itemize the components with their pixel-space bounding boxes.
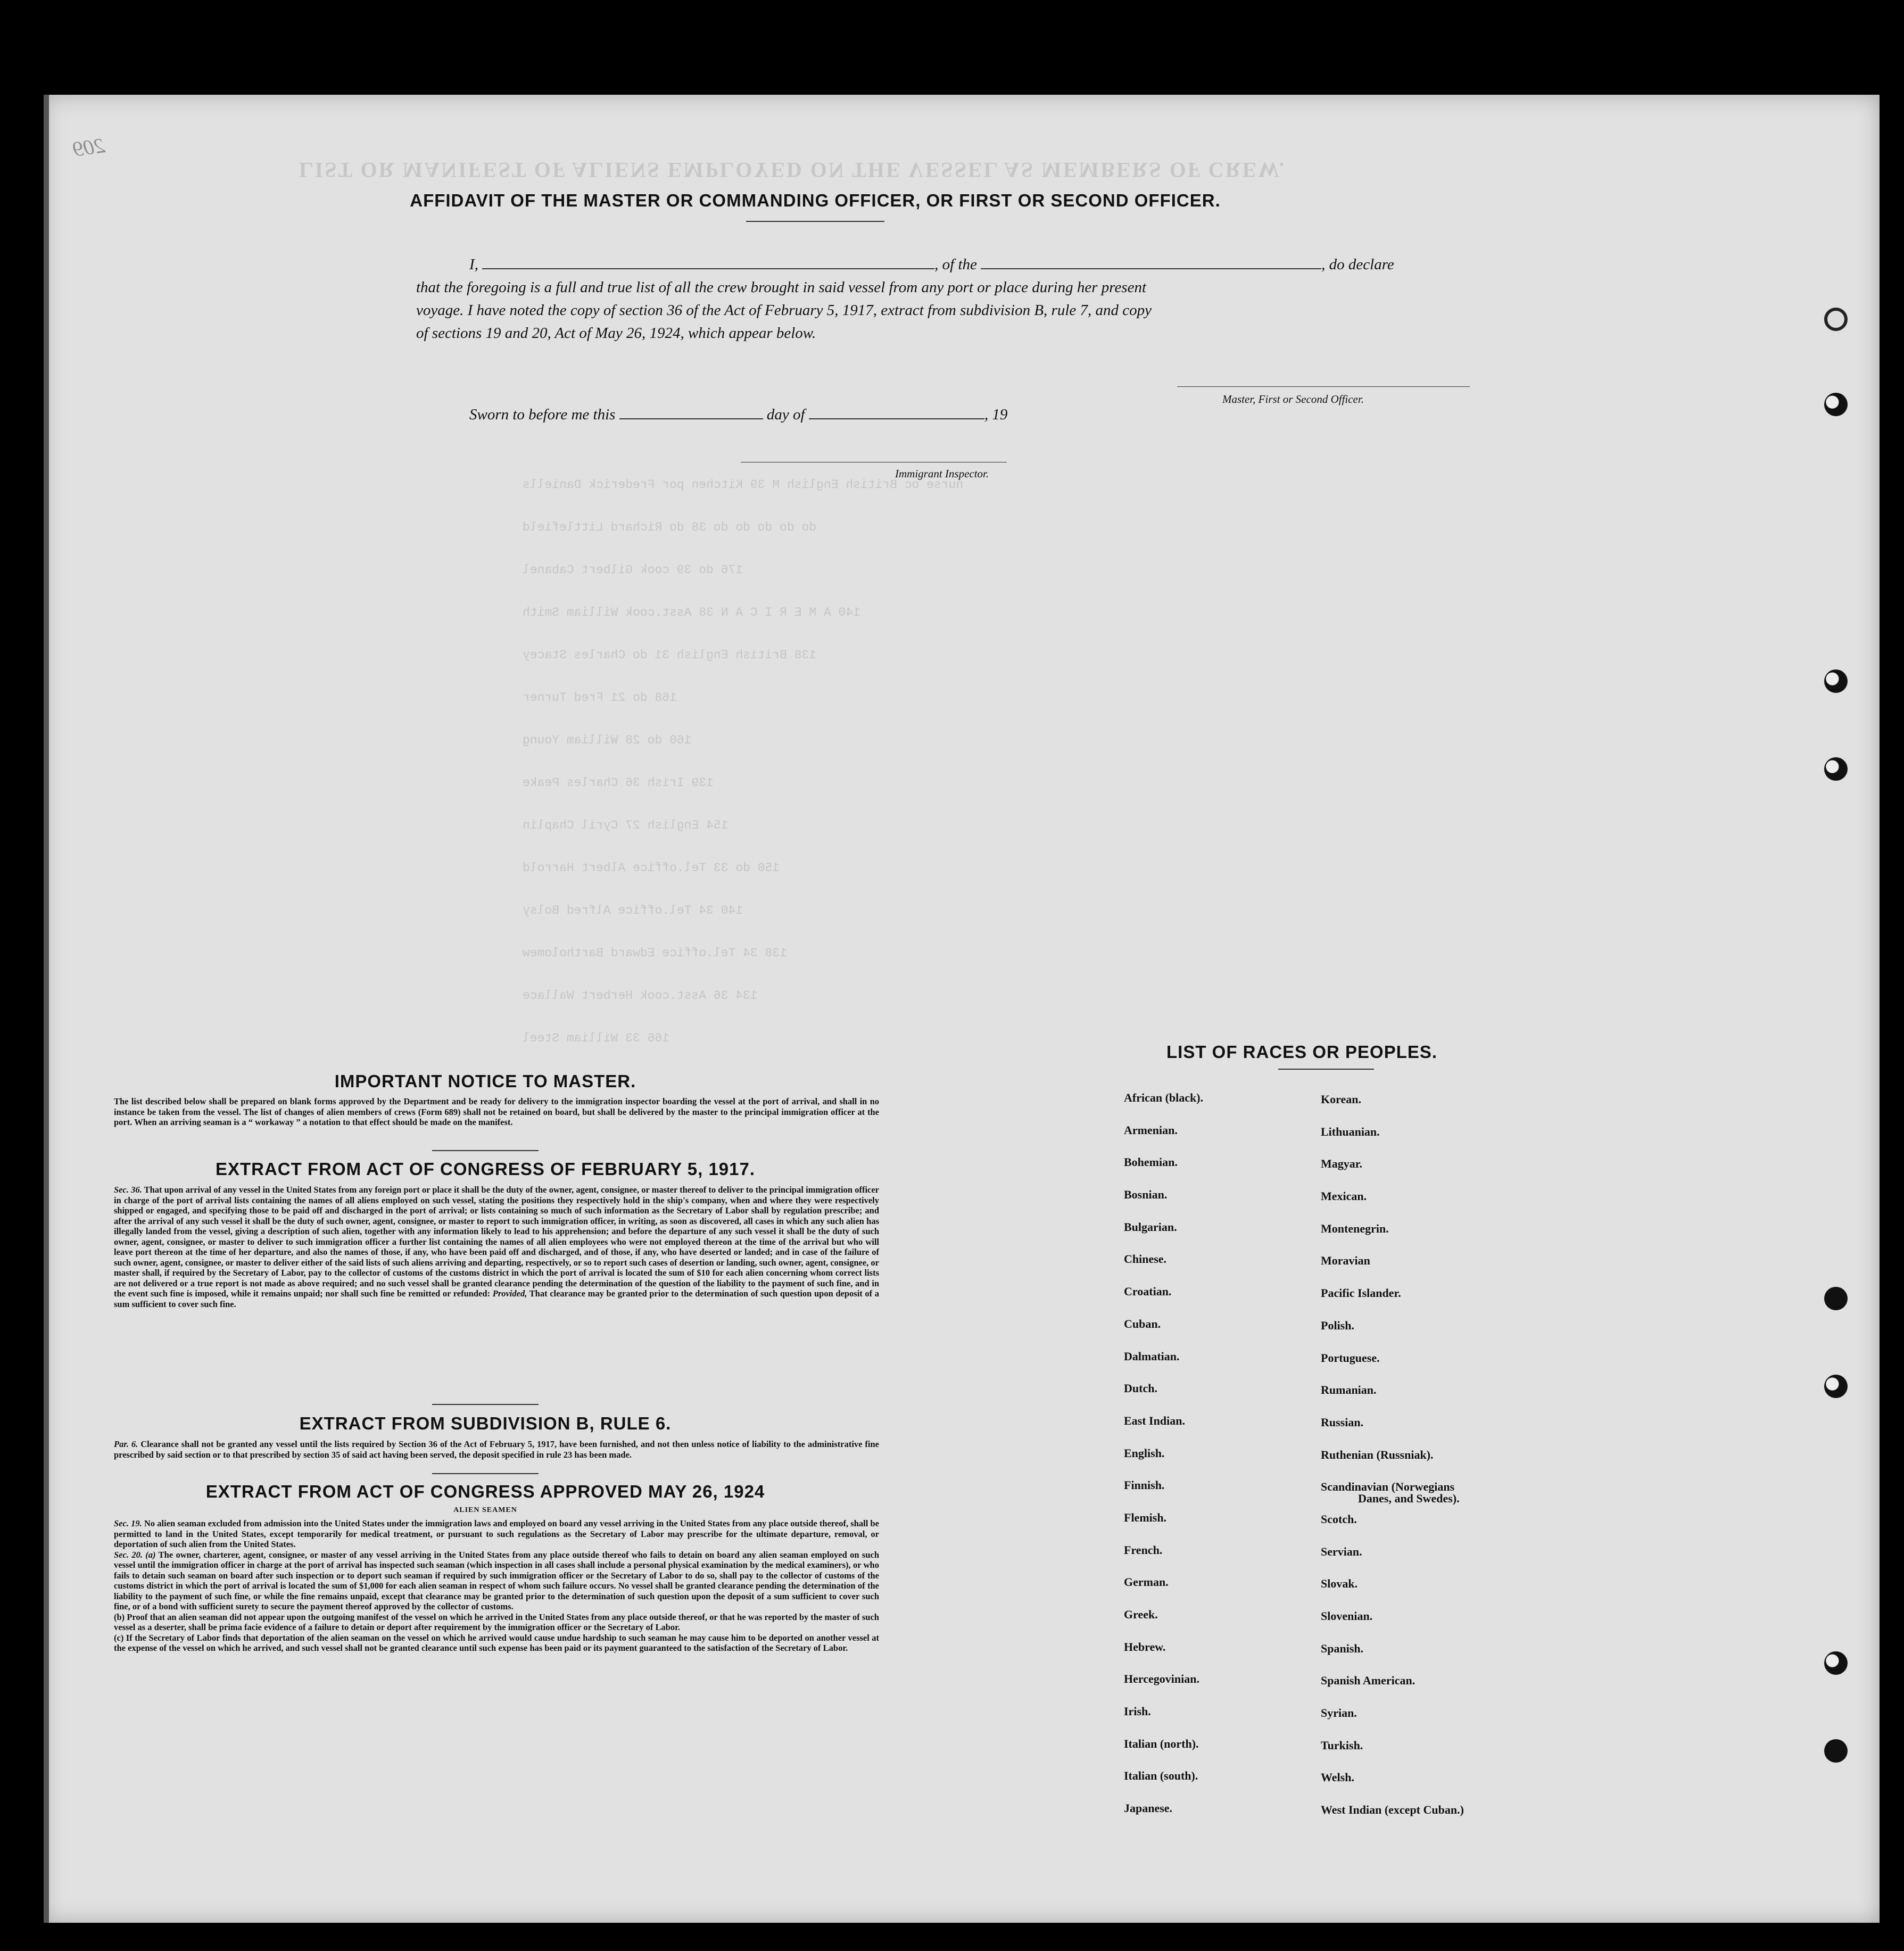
do-declare-label: , do declare (1321, 256, 1394, 273)
race-item-line: Scandinavian (Norwegians (1321, 1480, 1455, 1494)
affidavit-line-3: voyage. I have noted the copy of section 36 of the Act of February 5, 1917, extract from subdivision B, rule 7, and copy (416, 302, 1152, 319)
affidavit-title: AFFIDAVIT OF THE MASTER OR COMMANDING OFFICER, OR FIRST OR SECOND OFFICER. (410, 191, 1221, 210)
race-item: Ruthenian (Russniak). (1321, 1448, 1434, 1461)
race-item: Portuguese. (1321, 1351, 1380, 1365)
sworn-line (469, 403, 1007, 426)
bleed-through-row: do do do do do 38 do Richard Littlefield (523, 520, 817, 534)
race-item: Spanish. (1321, 1641, 1364, 1655)
race-item: Greek. (1124, 1608, 1158, 1621)
race-item: African (black). (1124, 1091, 1204, 1104)
extract-1924-title: EXTRACT FROM ACT OF CONGRESS APPROVED MAY 26, 1924 (205, 1482, 765, 1501)
race-item: Korean. (1321, 1093, 1361, 1106)
races-rule (1278, 1069, 1374, 1070)
race-item: Slovenian. (1321, 1609, 1373, 1623)
bleed-through-row: 150 do 33 Tel.office Albert Harrold (523, 861, 780, 875)
race-item: Chinese. (1124, 1252, 1167, 1266)
sworn-label: Sworn to before me this (469, 406, 616, 423)
punch-hole (1824, 1651, 1848, 1675)
sec19-text: No alien seaman excluded from admission into the United States under the immigration laws and employed on board any vessel arriving in the United States from any place outside thereof, shall be permitted to land in the United States, except temporarily for medical treatment, or pursuant to such regulations as the Secretary of Labor may prescribe for the ultimate departure, removal, or deportation of such alien from the United States. (114, 1518, 879, 1549)
bleed-through-row: 168 do 21 Fred Turner (523, 691, 677, 705)
race-item: Polish. (1321, 1318, 1354, 1332)
bleed-through-row: 154 English 27 Cyril Chaplin (523, 819, 729, 832)
par6-label: Par. 6. (114, 1439, 138, 1449)
affidavit-line-2: that the foregoing is a full and true list of all the crew brought in said vessel from any port or place during her present (416, 279, 1147, 296)
sec19-label: Sec. 19. (114, 1518, 142, 1528)
margin-page-number: 209 (71, 133, 106, 161)
master-signature-line[interactable] (1177, 386, 1470, 387)
race-item: Bosnian. (1124, 1188, 1168, 1202)
sec20c-text: (c) If the Secretary of Labor finds that deportation of the alien seaman on the vessel on which he arrived would cause undue hardship to such seaman he may cause him to be deported on another vessel at the expense of the vessel on which he arrived, and such vessel shall not be granted clearance until such expense has been paid or its payment guaranteed to the satisfaction of the Secretary of Labor. (114, 1632, 879, 1653)
punch-hole (1824, 308, 1848, 331)
race-item: Hebrew. (1124, 1640, 1166, 1654)
year-label: , 19 (984, 406, 1008, 423)
race-item: Slovak. (1321, 1577, 1358, 1591)
day-of-label: day of (766, 406, 805, 423)
race-item: Armenian. (1124, 1123, 1178, 1137)
notice-body (102, 1096, 879, 1128)
race-item: Montenegrin. (1321, 1221, 1389, 1235)
punch-hole (1824, 1287, 1848, 1310)
race-item: English. (1124, 1446, 1165, 1460)
punch-hole (1824, 1739, 1848, 1763)
rule6-body (102, 1439, 879, 1460)
binding-edge (44, 95, 49, 1923)
bleed-through-row: 176 do 39 cook Gilbert Cabanel (523, 563, 743, 577)
proviso-text: That clearance may be granted prior to the determination of such question upon deposit of a sum sufficient to cover such fine. (114, 1288, 880, 1309)
sworn-month-blank[interactable] (809, 416, 984, 419)
race-item: Spanish American. (1321, 1674, 1415, 1688)
race-item: Welsh. (1321, 1771, 1354, 1784)
proviso-label: Provided, (492, 1288, 527, 1299)
sec36-label: Sec. 36. (114, 1185, 142, 1195)
race-item (1321, 1480, 1576, 1512)
race-item: Russian. (1321, 1415, 1364, 1429)
race-item: Croatian. (1124, 1285, 1172, 1299)
race-item: Italian (north). (1124, 1737, 1199, 1750)
sec36-text: That upon arrival of any vessel in the United States from any foreign port or place it shall be the duty of the owner, agent, consignee, or master thereof to deliver to the principal immigration officer in charge of the port of arrival lists containing the names of all aliens employed on such vessel, stating the positions they respectively hold in the ship's company, when and where they were respectively shipped or engaged, and specifying those to be paid off and discharged in the port of arrival; or lists containing so much of such information as the Secretary of Labor shall by regulation prescribe; and after the arrival of any such vessel it shall be the duty of such owner, agent, consignee, or master to report to such immigration officer, in writing, as soon as discovered, all cases in which any such alien has illegally landed from the vessel, giving a description of such alien, together with any information likely to lead to his apprehension; and before the departure of any such vessel it shall be the duty of such owner, agent, consignee, or master to deliver to such immigration officer a further list containing the names of all alien employees who were not employed thereon at the time of the arrival but who will leave port thereon at the time of her departure, and also the names of those, if any, who have been paid off and discharged, and of those, if any, who have deserted or landed; and in case of the failure of such owner, agent, consignee, or master to deliver either of the said lists of such aliens arriving and departing, respectively, or so to report such cases of desertion or landing, such owner, agent, consignee, or master shall, if required by the Secretary of Labor, pay to the collector of customs of the customs district in which the port of arrival is located the sum of $10 for each alien concerning whom correct lists are not delivered or a true report is not made as above required; and no such vessel shall be granted clearance pending the determination of the question of the liability to the payment of such fine, and in the event such fine is imposed, while it remains unpaid; nor shall such fine be remitted or refunded: (114, 1185, 879, 1299)
sec20b-text: (b) Proof that an alien seaman did not appear upon the outgoing manifest of the vessel on which he arrived in the United States from any place outside thereof, or that he was reported by the master of such vessel as a deserter, shall be prima facie evidence of a failure to detain or deport after requirement by the immigration officer or the Secretary of Labor. (114, 1611, 879, 1632)
extract-1924-body (102, 1518, 879, 1654)
rule6-title: EXTRACT FROM SUBDIVISION B, RULE 6. (299, 1413, 672, 1433)
sec20-label: Sec. 20. (a) (114, 1549, 156, 1560)
alien-seamen-subtitle: ALIEN SEAMEN (453, 1506, 517, 1514)
of-the-label: , of the (934, 256, 977, 273)
i-label: I, (469, 256, 478, 273)
race-item: Syrian. (1321, 1706, 1357, 1720)
race-item: Dalmatian. (1124, 1349, 1180, 1363)
race-item: Irish. (1124, 1705, 1151, 1718)
sec20-text: The owner, charterer, agent, consignee, or master of any vessel arriving in the United States from any place outside thereof who fails to detain on board any alien seaman employed on such vessel until the immigration officer in charge at the port of arrival has inspected such seaman (which inspection in all cases shall include a personal physical examination by the medical examiners), or who fails to detain such seaman on board after such inspection or to deport such seaman if required by such immigration officer or the Secretary of Labor to do so, shall pay to the collector of customs of the customs district in which the port of arrival is located the sum of $1,000 for each alien seaman in respect of whom such failure occurs. No vessel shall be granted clearance pending the determination of the liability to the payment of such fine, or while the fine remains unpaid, except that clearance may be granted prior to the determination of such question upon the deposit of a sum sufficient to cover such fine, or of a bond with sufficient surety to secure the payment thereof approved by the collector of customs. (114, 1549, 880, 1611)
races-right-column (1321, 1093, 1576, 1836)
inspector-label: Immigrant Inspector. (895, 467, 989, 480)
race-item: Japanese. (1124, 1801, 1173, 1815)
bleed-through-row: 138 34 Tel.office Edward Bartholomew (523, 946, 787, 960)
race-item: French. (1124, 1543, 1163, 1557)
affidavit-line-1 (469, 253, 1394, 276)
race-item: Moravian (1321, 1254, 1370, 1268)
master-label: Master, First or Second Officer. (1222, 393, 1364, 406)
bleed-through-row: nurse oc British English M 39 Kitchen por Frederick Daniells (523, 478, 964, 492)
races-left-column (1124, 1091, 1337, 1834)
punch-hole (1824, 757, 1848, 781)
race-item: Bulgarian. (1124, 1220, 1177, 1234)
document-sheet (44, 95, 1880, 1923)
name-blank[interactable] (482, 266, 934, 269)
bleed-through-row: 138 British English 31 do Charles Stacey (523, 648, 817, 662)
punch-hole (1824, 1375, 1848, 1398)
race-item: Pacific Islander. (1321, 1286, 1401, 1300)
extract-1917-title: EXTRACT FROM ACT OF CONGRESS OF FEBRUARY 5, 1917. (215, 1159, 756, 1179)
bleed-through-row: 139 Irish 36 Charles Peake (523, 776, 714, 790)
sworn-day-blank[interactable] (619, 416, 763, 419)
race-item: Cuban. (1124, 1317, 1161, 1330)
par6-text: Clearance shall not be granted any vessel until the lists required by Section 36 of the Act of February 5, 1917, have been furnished, and not then unless notice of liability to the administrative fine prescribed by said section or to that prescribed by section 35 of said act having been served, the deposit specified in rule 23 has been made. (114, 1439, 880, 1460)
bleed-through-row: 140 A M E R I C A N 38 Asst.cook William Smith (523, 606, 860, 619)
race-item: Bohemian. (1124, 1155, 1178, 1169)
race-item: German. (1124, 1575, 1169, 1589)
notice-title: IMPORTANT NOTICE TO MASTER. (334, 1071, 636, 1091)
race-item: Rumanian. (1321, 1383, 1377, 1397)
bleed-through-row: 166 33 William Steel (523, 1031, 670, 1045)
notice-text: The list described below shall be prepared on blank forms approved by the Department and be ready for delivery to the immigration inspector boarding the vessel at the port of arrival, and shall in no instance be taken from the vessel. The list of changes of alien members of crews (Form 689) shall not be retained on board, but shall be delivered by the master to the principal immigration officer at the port. When an arriving seaman is a “ workaway ” a notation to that effect should be made on the manifest. (114, 1096, 879, 1127)
title-rule (746, 221, 884, 222)
punch-hole (1824, 393, 1848, 416)
bleed-through-row: 140 34 Tel.office Alfred Bolsy (523, 904, 743, 917)
race-item-continuation: Danes, and Swedes). (1358, 1492, 1460, 1506)
race-item: Turkish. (1321, 1738, 1363, 1752)
race-item: Italian (south). (1124, 1769, 1198, 1783)
race-item: West Indian (except Cuban.) (1321, 1803, 1464, 1817)
race-item: Finnish. (1124, 1478, 1165, 1492)
affidavit-line-4: of sections 19 and 20, Act of May 26, 1924, which appear below. (416, 325, 816, 342)
notice-rule (432, 1150, 539, 1151)
extract-1917-rule (432, 1404, 539, 1405)
race-item: Dutch. (1124, 1382, 1157, 1395)
vessel-blank[interactable] (981, 266, 1321, 269)
race-item: Lithuanian. (1321, 1125, 1380, 1138)
race-item: Magyar. (1321, 1157, 1363, 1171)
race-item: Servian. (1321, 1544, 1362, 1558)
bleed-through-row: 160 do 28 William Young (523, 733, 692, 747)
races-title: LIST OF RACES OR PEOPLES. (1166, 1042, 1438, 1062)
rule6-rule (432, 1473, 539, 1474)
race-item: Flemish. (1124, 1510, 1167, 1524)
race-item: Hercegovinian. (1124, 1672, 1199, 1686)
bleed-through-title: LIST OR MANIFEST OF ALIENS EMPLOYED ON THE VESSEL AS MEMBERS OF CREW. (299, 158, 1286, 182)
race-item: East Indian. (1124, 1413, 1185, 1427)
bleed-through-row: 134 36 Asst.cook Herbert Wallace (523, 989, 758, 1003)
race-item: Scotch. (1321, 1512, 1357, 1526)
race-item: Mexican. (1321, 1189, 1367, 1203)
punch-hole (1824, 669, 1848, 693)
extract-1917-body (102, 1185, 879, 1309)
